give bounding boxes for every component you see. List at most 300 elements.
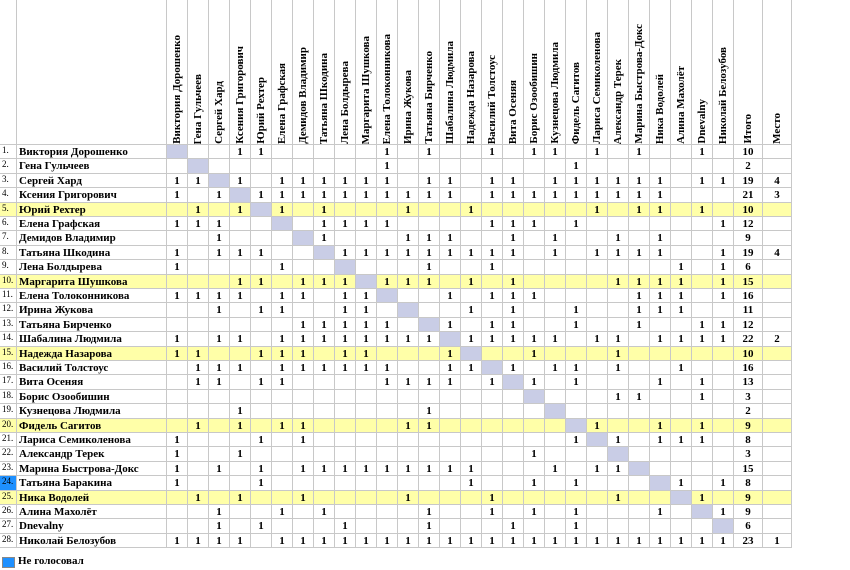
vote-cell: 1	[167, 289, 188, 303]
vote-cell: 1	[503, 289, 524, 303]
row-total: 3	[734, 390, 763, 404]
column-header-label: Ксения Григорович	[234, 46, 246, 144]
vote-cell	[713, 433, 734, 447]
vote-cell: 1	[377, 145, 398, 159]
vote-cell	[482, 433, 503, 447]
vote-cell	[293, 303, 314, 317]
vote-cell	[251, 318, 272, 332]
vote-cell: 1	[377, 159, 398, 173]
vote-cell: 1	[230, 419, 251, 433]
vote-cell	[377, 260, 398, 274]
vote-cell	[293, 375, 314, 389]
row-place	[763, 375, 792, 389]
vote-cell	[188, 188, 209, 202]
vote-cell: 1	[461, 203, 482, 217]
vote-cell: 1	[398, 203, 419, 217]
vote-cell	[419, 491, 440, 505]
column-header	[314, 0, 335, 145]
row-place	[763, 260, 792, 274]
vote-cell: 1	[650, 289, 671, 303]
vote-cell	[335, 390, 356, 404]
row-name: Фидель Сагитов	[17, 419, 167, 433]
vote-cell: 1	[251, 303, 272, 317]
vote-cell: 1	[314, 188, 335, 202]
vote-cell	[524, 404, 545, 418]
vote-cell	[587, 361, 608, 375]
vote-cell: 1	[293, 419, 314, 433]
row-total: 9	[734, 505, 763, 519]
vote-cell	[272, 447, 293, 461]
column-header-label: Кузнецова Людмила	[549, 42, 561, 144]
vote-cell: 1	[419, 332, 440, 346]
vote-cell: 1	[650, 174, 671, 188]
vote-cell	[251, 159, 272, 173]
vote-cell	[587, 476, 608, 490]
vote-cell: 1	[587, 534, 608, 548]
vote-cell: 1	[377, 246, 398, 260]
vote-cell: 1	[671, 361, 692, 375]
vote-cell: 1	[650, 419, 671, 433]
vote-cell	[188, 476, 209, 490]
vote-cell	[167, 390, 188, 404]
vote-cell	[608, 375, 629, 389]
vote-cell: 1	[419, 246, 440, 260]
row-name: Лена Болдырева	[17, 260, 167, 274]
row-total: 6	[734, 519, 763, 533]
vote-cell	[524, 275, 545, 289]
vote-cell	[713, 347, 734, 361]
vote-cell: 1	[167, 188, 188, 202]
vote-cell: 1	[440, 289, 461, 303]
vote-cell	[608, 419, 629, 433]
vote-cell	[419, 203, 440, 217]
vote-cell	[545, 260, 566, 274]
vote-cell	[545, 433, 566, 447]
vote-cell	[671, 491, 692, 505]
vote-cell: 1	[251, 275, 272, 289]
vote-cell	[713, 145, 734, 159]
vote-cell: 1	[671, 260, 692, 274]
vote-cell	[713, 447, 734, 461]
vote-cell: 1	[608, 534, 629, 548]
vote-cell	[545, 447, 566, 461]
row-place	[763, 159, 792, 173]
vote-cell	[398, 318, 419, 332]
vote-cell	[713, 390, 734, 404]
column-header-label: Ника Водолей	[654, 73, 666, 144]
vote-cell: 1	[524, 145, 545, 159]
vote-cell	[188, 462, 209, 476]
vote-cell	[398, 476, 419, 490]
vote-cell	[314, 519, 335, 533]
vote-cell	[167, 318, 188, 332]
vote-cell	[482, 404, 503, 418]
vote-cell	[398, 289, 419, 303]
vote-cell: 1	[167, 447, 188, 461]
row-total: 15	[734, 462, 763, 476]
vote-cell: 1	[545, 231, 566, 245]
vote-cell	[356, 519, 377, 533]
vote-cell	[692, 476, 713, 490]
column-header-label: Лена Болдырева	[339, 61, 351, 144]
vote-cell: 1	[377, 217, 398, 231]
vote-cell	[398, 361, 419, 375]
vote-cell: 1	[608, 361, 629, 375]
vote-cell	[524, 174, 545, 188]
vote-cell: 1	[251, 145, 272, 159]
vote-cell: 1	[356, 332, 377, 346]
vote-cell: 1	[335, 275, 356, 289]
vote-cell	[608, 476, 629, 490]
vote-cell	[566, 332, 587, 346]
vote-cell: 1	[503, 231, 524, 245]
vote-cell	[272, 318, 293, 332]
vote-cell	[167, 159, 188, 173]
row-name: Ксения Григорович	[17, 188, 167, 202]
vote-cell: 1	[650, 246, 671, 260]
vote-cell	[398, 404, 419, 418]
row-name: Вита Осеняя	[17, 375, 167, 389]
row-name: Надежда Назарова	[17, 347, 167, 361]
row-place: 4	[763, 174, 792, 188]
vote-cell	[209, 159, 230, 173]
vote-cell	[524, 390, 545, 404]
column-header	[545, 0, 566, 145]
vote-cell	[314, 491, 335, 505]
vote-cell: 1	[188, 534, 209, 548]
vote-cell	[356, 419, 377, 433]
vote-cell: 1	[272, 188, 293, 202]
vote-cell: 1	[230, 246, 251, 260]
vote-cell	[524, 231, 545, 245]
vote-cell	[587, 231, 608, 245]
vote-cell: 1	[608, 332, 629, 346]
vote-cell	[503, 203, 524, 217]
row-name: Борис Озообишин	[17, 390, 167, 404]
vote-cell	[314, 404, 335, 418]
vote-cell: 1	[629, 145, 650, 159]
vote-cell	[251, 289, 272, 303]
vote-cell: 1	[335, 332, 356, 346]
legend-label: Не голосовал	[18, 555, 84, 567]
vote-cell	[440, 332, 461, 346]
vote-cell	[440, 203, 461, 217]
vote-cell	[167, 275, 188, 289]
vote-cell	[293, 505, 314, 519]
column-header-label: Василий Толстоус	[486, 54, 498, 144]
vote-cell	[629, 433, 650, 447]
vote-cell: 1	[209, 188, 230, 202]
row-place	[763, 505, 792, 519]
vote-cell: 1	[713, 318, 734, 332]
vote-cell: 1	[356, 246, 377, 260]
vote-cell	[650, 145, 671, 159]
column-header	[419, 0, 440, 145]
vote-cell	[461, 375, 482, 389]
vote-cell: 1	[230, 332, 251, 346]
vote-cell: 1	[356, 361, 377, 375]
vote-cell	[293, 217, 314, 231]
vote-cell: 1	[692, 332, 713, 346]
vote-cell: 1	[482, 289, 503, 303]
vote-cell: 1	[314, 505, 335, 519]
vote-cell: 1	[692, 390, 713, 404]
column-header-label: Алина Махолёт	[675, 66, 687, 144]
vote-cell: 1	[524, 534, 545, 548]
vote-cell: 1	[671, 275, 692, 289]
vote-cell: 1	[251, 375, 272, 389]
vote-cell	[293, 404, 314, 418]
vote-cell	[230, 519, 251, 533]
vote-cell	[440, 419, 461, 433]
vote-cell: 1	[482, 534, 503, 548]
vote-cell: 1	[293, 462, 314, 476]
vote-cell: 1	[566, 534, 587, 548]
vote-cell	[587, 375, 608, 389]
vote-cell	[272, 433, 293, 447]
vote-cell	[671, 404, 692, 418]
vote-cell	[692, 246, 713, 260]
row-name: Ирина Жукова	[17, 303, 167, 317]
row-name: Александр Терек	[17, 447, 167, 461]
vote-cell: 1	[692, 491, 713, 505]
vote-cell: 1	[503, 332, 524, 346]
vote-cell	[440, 476, 461, 490]
vote-cell: 1	[608, 246, 629, 260]
vote-cell	[398, 447, 419, 461]
row-total: 13	[734, 375, 763, 389]
row-place: 3	[763, 188, 792, 202]
row-name: Демидов Владимир	[17, 231, 167, 245]
vote-cell: 1	[440, 361, 461, 375]
vote-cell	[692, 303, 713, 317]
vote-cell	[356, 145, 377, 159]
vote-cell	[251, 491, 272, 505]
vote-cell	[167, 491, 188, 505]
vote-cell	[629, 231, 650, 245]
vote-cell	[482, 419, 503, 433]
vote-cell	[314, 145, 335, 159]
column-header	[251, 0, 272, 145]
place-header	[763, 0, 792, 145]
vote-cell	[503, 260, 524, 274]
row-place: 1	[763, 534, 792, 548]
vote-cell: 1	[188, 347, 209, 361]
vote-cell: 1	[713, 174, 734, 188]
row-name: Татьяна Шкодина	[17, 246, 167, 260]
vote-cell	[650, 462, 671, 476]
vote-cell	[482, 203, 503, 217]
row-total: 10	[734, 347, 763, 361]
vote-cell	[461, 188, 482, 202]
vote-cell	[482, 447, 503, 461]
vote-cell	[230, 462, 251, 476]
vote-cell	[587, 159, 608, 173]
vote-cell	[524, 419, 545, 433]
vote-cell: 1	[230, 289, 251, 303]
column-header-label: Гена Гульчеев	[192, 73, 204, 144]
column-header	[230, 0, 251, 145]
vote-cell	[671, 174, 692, 188]
vote-cell: 1	[482, 375, 503, 389]
vote-cell: 1	[713, 534, 734, 548]
vote-cell	[188, 332, 209, 346]
vote-cell: 1	[377, 534, 398, 548]
row-place	[763, 447, 792, 461]
vote-cell	[167, 145, 188, 159]
vote-cell: 1	[482, 217, 503, 231]
column-header-label: Борис Озообишин	[528, 53, 540, 144]
row-number: 11.	[0, 289, 17, 303]
vote-cell: 1	[377, 462, 398, 476]
vote-cell: 1	[503, 361, 524, 375]
column-header	[167, 0, 188, 145]
vote-cell: 1	[419, 519, 440, 533]
column-header	[608, 0, 629, 145]
vote-cell	[377, 476, 398, 490]
row-total: 12	[734, 318, 763, 332]
vote-cell	[671, 188, 692, 202]
vote-cell: 1	[587, 203, 608, 217]
vote-cell: 1	[188, 289, 209, 303]
vote-cell: 1	[314, 231, 335, 245]
vote-cell	[608, 519, 629, 533]
vote-cell: 1	[692, 145, 713, 159]
vote-cell	[314, 260, 335, 274]
vote-cell: 1	[608, 275, 629, 289]
row-total: 16	[734, 361, 763, 375]
vote-cell: 1	[377, 174, 398, 188]
vote-cell: 1	[251, 476, 272, 490]
vote-cell	[671, 203, 692, 217]
vote-cell: 1	[209, 231, 230, 245]
vote-cell	[482, 275, 503, 289]
vote-cell: 1	[650, 534, 671, 548]
column-header	[335, 0, 356, 145]
row-number: 18.	[0, 390, 17, 404]
vote-cell	[713, 231, 734, 245]
vote-cell	[545, 505, 566, 519]
vote-cell: 1	[671, 289, 692, 303]
vote-cell	[419, 347, 440, 361]
vote-cell	[314, 433, 335, 447]
vote-cell: 1	[461, 462, 482, 476]
vote-cell	[188, 519, 209, 533]
vote-cell: 1	[188, 361, 209, 375]
vote-cell	[482, 462, 503, 476]
vote-cell	[503, 433, 524, 447]
vote-cell	[566, 203, 587, 217]
vote-cell: 1	[272, 347, 293, 361]
vote-cell: 1	[461, 534, 482, 548]
vote-cell: 1	[419, 375, 440, 389]
vote-cell: 1	[461, 246, 482, 260]
vote-cell: 1	[251, 462, 272, 476]
vote-cell	[209, 390, 230, 404]
row-place	[763, 491, 792, 505]
vote-cell	[188, 275, 209, 289]
column-header	[398, 0, 419, 145]
vote-cell: 1	[545, 332, 566, 346]
vote-cell	[314, 375, 335, 389]
vote-cell	[461, 217, 482, 231]
vote-cell: 1	[293, 188, 314, 202]
vote-cell	[188, 318, 209, 332]
column-header-label: Шабалина Людмила	[444, 41, 456, 144]
vote-cell	[650, 447, 671, 461]
vote-cell	[671, 390, 692, 404]
vote-cell	[398, 159, 419, 173]
column-header-label: Фидель Сагитов	[570, 61, 582, 144]
vote-cell: 1	[713, 289, 734, 303]
vote-cell	[419, 303, 440, 317]
vote-cell: 1	[272, 534, 293, 548]
vote-cell: 1	[251, 347, 272, 361]
row-place	[763, 145, 792, 159]
vote-cell	[650, 476, 671, 490]
vote-cell: 1	[209, 246, 230, 260]
row-total: 12	[734, 217, 763, 231]
vote-cell: 1	[587, 332, 608, 346]
vote-cell: 1	[692, 433, 713, 447]
row-place	[763, 390, 792, 404]
vote-cell: 1	[608, 390, 629, 404]
row-name: Гена Гульчеев	[17, 159, 167, 173]
vote-cell: 1	[356, 318, 377, 332]
vote-cell	[356, 491, 377, 505]
vote-cell	[272, 462, 293, 476]
row-number: 21.	[0, 433, 17, 447]
vote-cell	[692, 347, 713, 361]
row-place	[763, 361, 792, 375]
vote-cell: 1	[566, 159, 587, 173]
vote-cell	[545, 303, 566, 317]
vote-cell	[272, 476, 293, 490]
vote-cell: 1	[566, 303, 587, 317]
vote-cell: 1	[419, 231, 440, 245]
vote-cell	[503, 476, 524, 490]
vote-cell: 1	[167, 260, 188, 274]
vote-cell	[671, 419, 692, 433]
vote-cell	[650, 159, 671, 173]
vote-cell: 1	[209, 361, 230, 375]
vote-cell	[545, 390, 566, 404]
vote-cell	[251, 174, 272, 188]
vote-cell	[251, 419, 272, 433]
vote-cell	[692, 289, 713, 303]
vote-cell	[608, 159, 629, 173]
vote-cell: 1	[587, 188, 608, 202]
vote-cell: 1	[566, 505, 587, 519]
row-number: 28.	[0, 534, 17, 548]
vote-cell: 1	[419, 145, 440, 159]
vote-cell: 1	[566, 188, 587, 202]
vote-cell	[314, 303, 335, 317]
vote-cell	[545, 289, 566, 303]
vote-cell	[671, 246, 692, 260]
vote-cell	[335, 447, 356, 461]
vote-cell: 1	[209, 217, 230, 231]
row-total: 9	[734, 491, 763, 505]
vote-cell: 1	[230, 404, 251, 418]
vote-cell: 1	[524, 375, 545, 389]
vote-cell	[587, 491, 608, 505]
vote-cell	[587, 289, 608, 303]
vote-cell: 1	[209, 534, 230, 548]
column-header	[272, 0, 293, 145]
vote-cell	[629, 462, 650, 476]
vote-cell	[293, 519, 314, 533]
